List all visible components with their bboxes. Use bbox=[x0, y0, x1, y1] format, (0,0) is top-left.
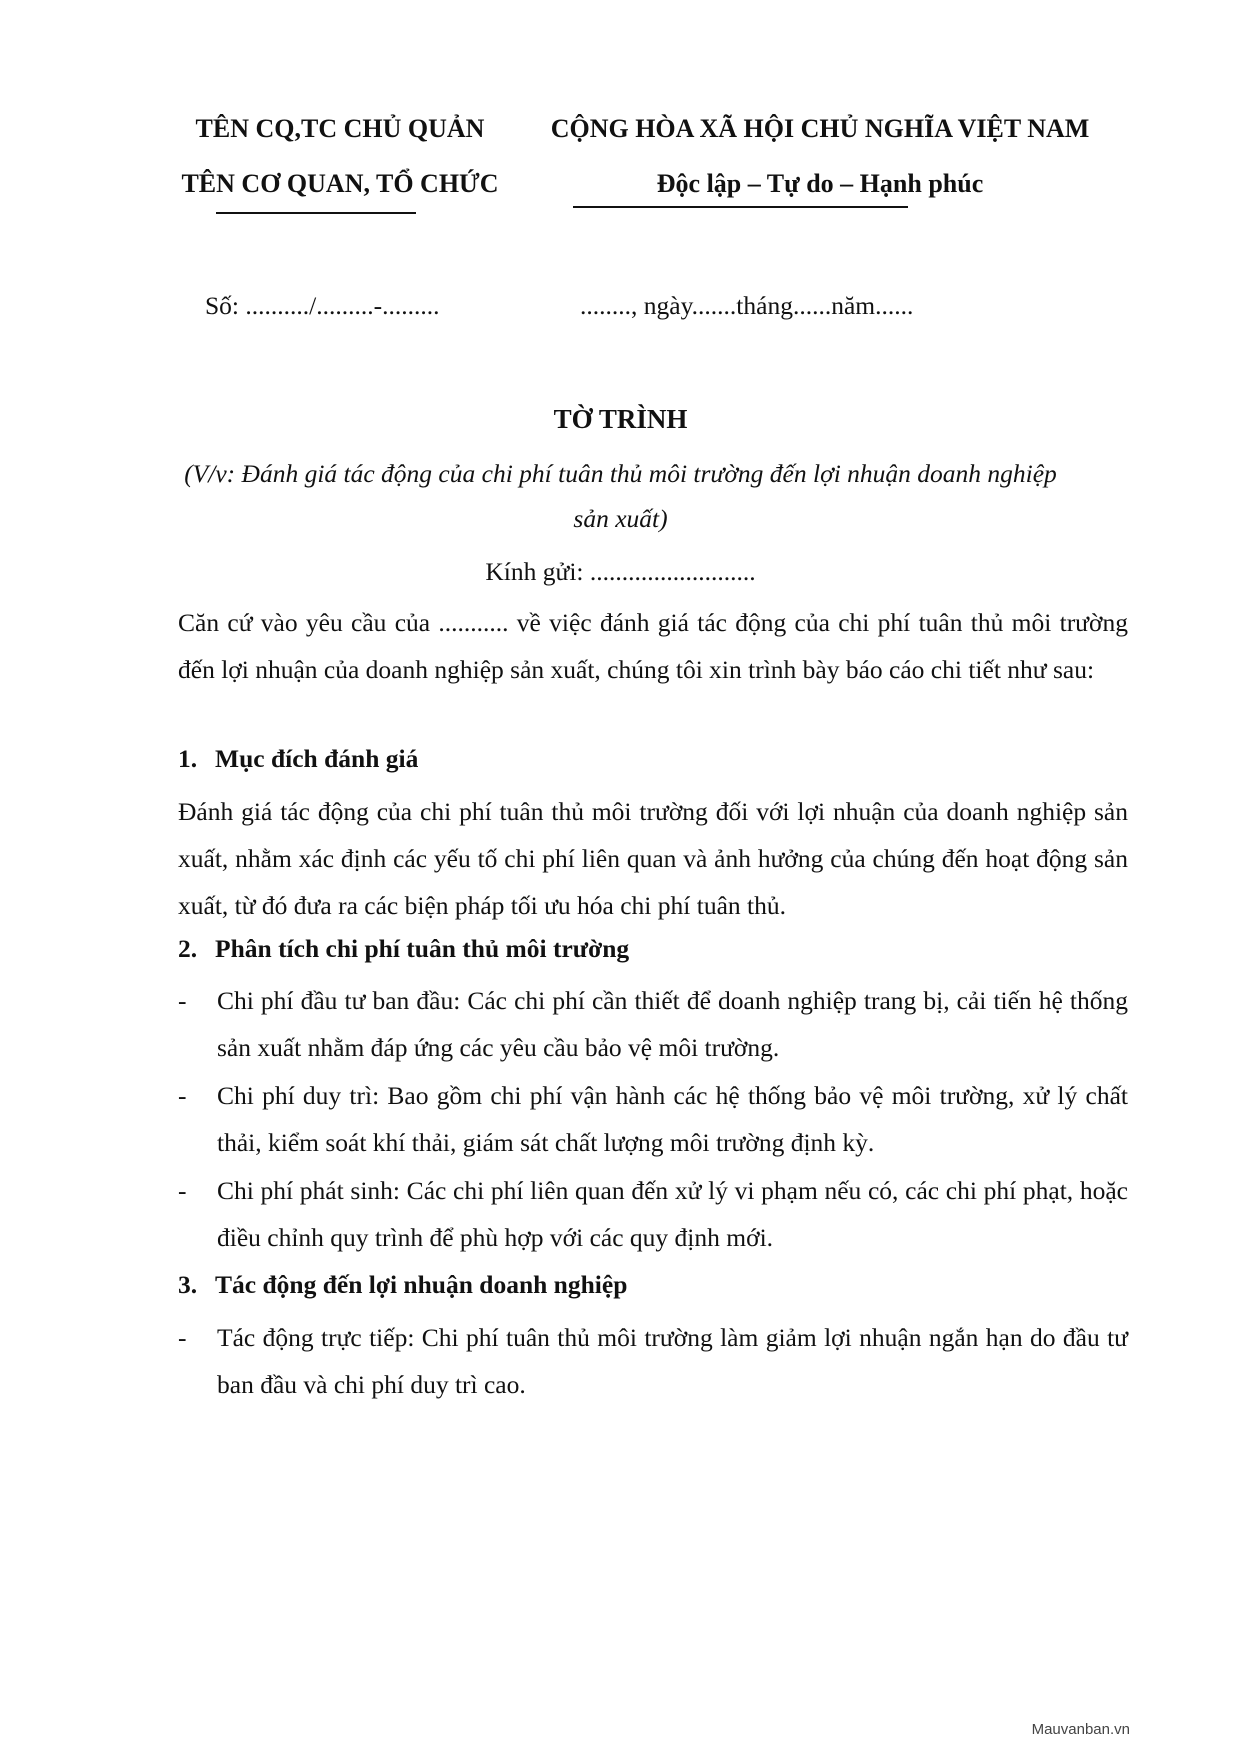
section-2-number: 2. bbox=[178, 934, 198, 963]
section-1-number: 1. bbox=[178, 744, 198, 773]
section-2-item-2: Chi phí duy trì: Bao gồm chi phí vận hành các hệ thống bảo vệ môi trường, xử lý chất thải, kiểm soát khí thải, giám sát chất lượng môi trường định kỳ. bbox=[217, 1081, 1128, 1157]
section-2-item-1: Chi phí đầu tư ban đầu: Các chi phí cần thiết để doanh nghiệp trang bị, cải tiến hệ thống sản xuất nhằm đáp ứng các yêu cầu bảo vệ môi trường. bbox=[217, 986, 1128, 1062]
national-title: CỘNG HÒA XÃ HỘI CHỦ NGHĨA VIỆT NAM bbox=[550, 114, 1090, 143]
left-header-underline bbox=[216, 212, 416, 214]
section-3-heading bbox=[178, 1261, 627, 1308]
bullet-dash: - bbox=[178, 1176, 187, 1205]
section-3-title: Tác động đến lợi nhuận doanh nghiệp bbox=[215, 1270, 628, 1299]
national-motto: Độc lập – Tự do – Hạnh phúc bbox=[656, 169, 984, 198]
section-3-item-1: Tác động trực tiếp: Chi phí tuân thủ môi trường làm giảm lợi nhuận ngắn hạn do đầu tư ban đầu và chi phí duy trì cao. bbox=[217, 1323, 1128, 1399]
section-2-item-3: Chi phí phát sinh: Các chi phí liên quan đến xử lý vi phạm nếu có, các chi phí phạt, hoặc điều chỉnh quy trình để phù hợp với các quy định mới. bbox=[217, 1176, 1128, 1252]
recipient: Kính gửi: .......................... bbox=[485, 557, 756, 586]
document-date: ........, ngày.......tháng......năm...... bbox=[580, 291, 914, 320]
organization-name: TÊN CƠ QUAN, TỔ CHỨC bbox=[181, 169, 499, 198]
bullet-dash: - bbox=[178, 986, 187, 1015]
issuing-authority-name: TÊN CQ,TC CHỦ QUẢN bbox=[195, 114, 485, 143]
section-3-number: 3. bbox=[178, 1270, 198, 1299]
document-number: Số: ........../.........-......... bbox=[205, 291, 440, 320]
bullet-dash: - bbox=[178, 1081, 187, 1110]
watermark-text: Mauvanban.vn bbox=[1031, 1721, 1130, 1738]
section-2-heading bbox=[178, 925, 629, 972]
intro-paragraph: Căn cứ vào yêu cầu của ........... về việc đánh giá tác động của chi phí tuân thủ môi trường đến lợi nhuận của doanh nghiệp sản xuất, chúng tôi xin trình bày báo cáo chi tiết như sau: bbox=[178, 608, 1128, 684]
document-title: TỜ TRÌNH bbox=[553, 404, 688, 434]
motto-underline bbox=[573, 206, 908, 208]
subject-line-2: sản xuất) bbox=[573, 504, 668, 533]
subject-line-1: (V/v: Đánh giá tác động của chi phí tuân thủ môi trường đến lợi nhuận doanh nghiệp bbox=[184, 459, 1057, 488]
section-1-heading bbox=[178, 735, 418, 782]
section-1-title: Mục đích đánh giá bbox=[215, 744, 419, 773]
bullet-dash: - bbox=[178, 1323, 187, 1352]
section-2-title: Phân tích chi phí tuân thủ môi trường bbox=[215, 934, 630, 963]
section-1-text: Đánh giá tác động của chi phí tuân thủ môi trường đối với lợi nhuận của doanh nghiệp sản xuất, nhằm xác định các yếu tố chi phí liên quan và ảnh hưởng của chúng đến hoạt động sản xuất, từ đó đưa ra các biện pháp tối ưu hóa chi phí tuân thủ. bbox=[178, 797, 1128, 920]
